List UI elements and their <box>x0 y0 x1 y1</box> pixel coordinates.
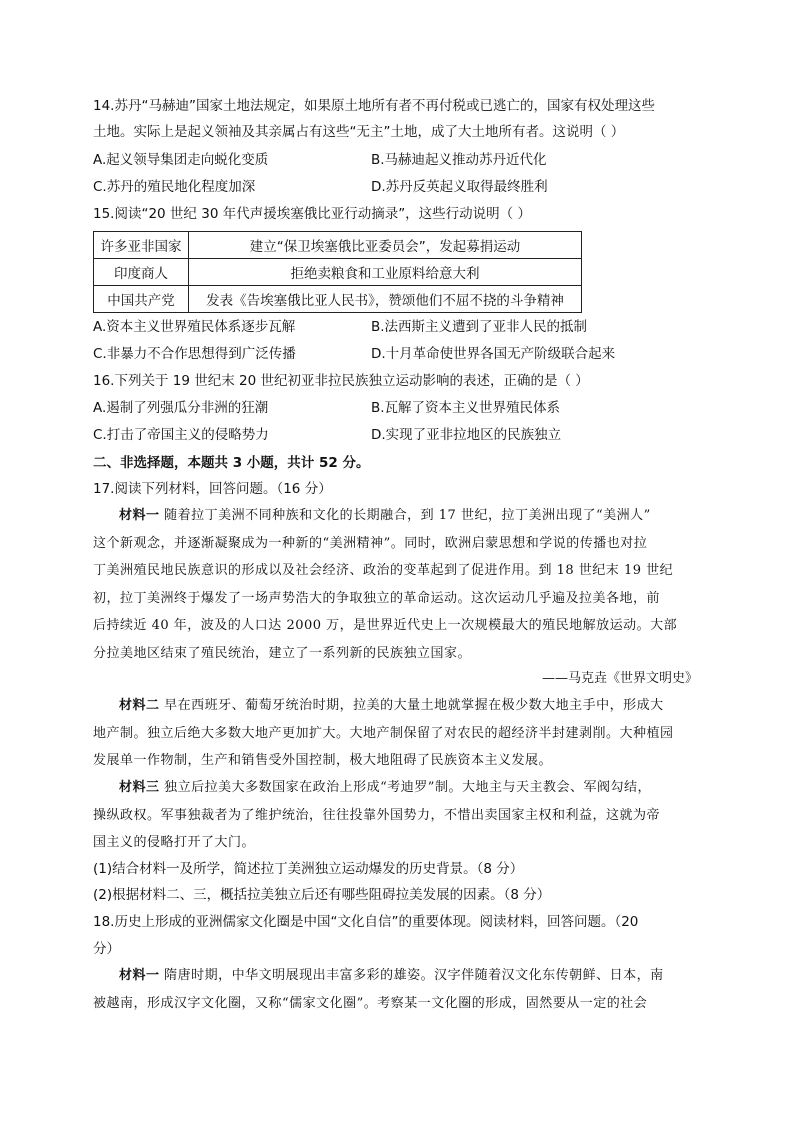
q14-stem-line2: 土地。实际上是起义领袖及其亲属占有这些“无主”土地，成了大土地所有者。这说明（ ） <box>93 124 625 140</box>
q17-sub1: (1)结合材料一及所学，简述拉丁美洲独立运动爆发的历史背景。（8 分） <box>93 861 524 877</box>
q16-option-d[interactable]: D.实现了亚非拉地区的民族独立 <box>371 427 562 443</box>
q15-option-c[interactable]: C.非暴力不合作思想得到广泛传播 <box>93 346 296 362</box>
q16-option-b[interactable]: B.瓦解了资本主义世界殖民体系 <box>371 400 561 416</box>
section2-heading: 二、非选择题，本题共 3 小题，共计 52 分。 <box>93 455 370 471</box>
q16-stem: 16.下列关于 19 世纪末 20 世纪初亚非拉民族独立运动影响的表述，正确的是（ ） <box>93 373 589 389</box>
q16-option-c[interactable]: C.打击了帝国主义的侵略势力 <box>93 427 269 443</box>
material-line: 早在西班牙、葡萄牙统治时期，拉美的大量土地就掌握在极少数大地主手中，形成大 <box>164 698 664 713</box>
table-row <box>94 232 582 259</box>
material-line: 丁美洲殖民地民族意识的形成以及社会经济、政治的变革起到了促进作用。到 18 世纪末 19 世纪 <box>93 563 674 578</box>
material-line: 这个新观念，并逐渐凝聚成为一种新的“美洲精神”。同时，欧洲启蒙思想和学说的传播也对拉 <box>93 535 648 551</box>
q15-option-b[interactable]: B.法西斯主义遭到了亚非人民的抵制 <box>371 319 588 335</box>
q16-option-a[interactable]: A.遏制了列强瓜分非洲的狂潮 <box>93 400 269 416</box>
q14-option-d[interactable]: D.苏丹反英起义取得最终胜利 <box>371 179 548 195</box>
material-line: 地产制。独立后绝大多数大地产更加扩大。大地产制保留了对农民的超经济半封建剥削。大种植园 <box>93 725 674 741</box>
material-line: 操纵政权。军事独裁者为了维护统治，往往投靠外国势力，不惜出卖国家主权和利益，这就为帝 <box>93 807 661 823</box>
material-line: 发展单一作物制，生产和销售受外国控制，极大地阻碍了民族资本主义发展。 <box>93 753 553 768</box>
material-line: 随着拉丁美洲不同种族和文化的长期融合，到 17 世纪，拉丁美洲出现了“美洲人” <box>164 508 651 523</box>
q17-sub2: (2)根据材料二、三，概括拉美独立后还有哪些阻碍拉美发展的因素。（8 分） <box>93 887 551 903</box>
q17-stem: 17.阅读下列材料，回答问题。（16 分） <box>93 481 332 497</box>
q15-stem: 15.阅读“20 世纪 30 年代声援埃塞俄比亚行动摘录”，这些行动说明（ ） <box>93 206 531 222</box>
q14-option-b[interactable]: B.马赫迪起义推动苏丹近代化 <box>371 152 547 168</box>
material-line: 独立后拉美大多数国家在政治上形成“考迪罗”制。大地主与天主教会、军阀勾结， <box>164 780 651 795</box>
q15-option-a[interactable]: A.资本主义世界殖民体系逐步瓦解 <box>93 319 296 335</box>
material-tag: 材料一 <box>119 968 160 983</box>
material-line: 后持续近 40 年，波及的人口达 2000 万，是世界近代史上一次规模最大的殖民地解放运动。大部 <box>93 618 678 633</box>
q18-stem-line2: 分） <box>93 941 120 957</box>
table-cell: 许多亚非国家 <box>94 232 189 259</box>
material-tag: 材料三 <box>119 780 160 795</box>
material-line: 隋唐时期，中华文明展现出丰富多彩的雄姿。汉字伴随着汉文化东传朝鲜、日本，南 <box>164 968 664 983</box>
q15-option-d[interactable]: D.十月革命使世界各国无产阶级联合起来 <box>371 346 616 362</box>
table-cell: 印度商人 <box>94 259 189 286</box>
material-line: 初，拉丁美洲终于爆发了一场声势浩大的争取独立的革命运动。这次运动几乎遍及拉美各地，前 <box>93 590 661 606</box>
q14-stem-line1: 14.苏丹“马赫迪”国家土地法规定，如果原土地所有者不再付税或已逃亡的，国家有权处理这些 <box>93 98 655 114</box>
q17-material3 <box>93 774 698 857</box>
q18-material1 <box>93 962 698 1017</box>
q14-option-c[interactable]: C.苏丹的殖民地化程度加深 <box>93 179 256 195</box>
material-line: 分拉美地区结束了殖民统治，建立了一系列新的民族独立国家。 <box>93 645 472 661</box>
material-line: 国主义的侵略打开了大门。 <box>93 835 256 850</box>
material-line: 被越南，形成汉字文化圈，又称“儒家文化圈”。考察某一文化圈的形成，固然要从一定的社会 <box>93 995 648 1011</box>
q15-table <box>93 231 582 313</box>
table-cell: 中国共产党 <box>94 286 189 313</box>
table-cell: 发表《告埃塞俄比亚人民书》，赞颂他们不屈不挠的斗争精神 <box>189 286 582 313</box>
q17-material1 <box>93 502 698 667</box>
q18-stem-line1: 18.历史上形成的亚洲儒家文化圈是中国“文化自信”的重要体现。阅读材料，回答问题。（20 <box>93 914 639 930</box>
table-cell: 建立“保卫埃塞俄比亚委员会”，发起募捐运动 <box>189 232 582 259</box>
table-row <box>94 259 582 286</box>
q17-material1-source: ——马克垚《世界文明史》 <box>541 671 698 686</box>
table-row <box>94 286 582 313</box>
material-tag: 材料二 <box>119 698 160 713</box>
material-tag: 材料一 <box>119 508 160 523</box>
table-cell: 拒绝卖粮食和工业原料给意大利 <box>189 259 582 286</box>
q17-material2 <box>93 692 698 775</box>
q14-option-a[interactable]: A.起义领导集团走向蜕化变质 <box>93 152 269 168</box>
